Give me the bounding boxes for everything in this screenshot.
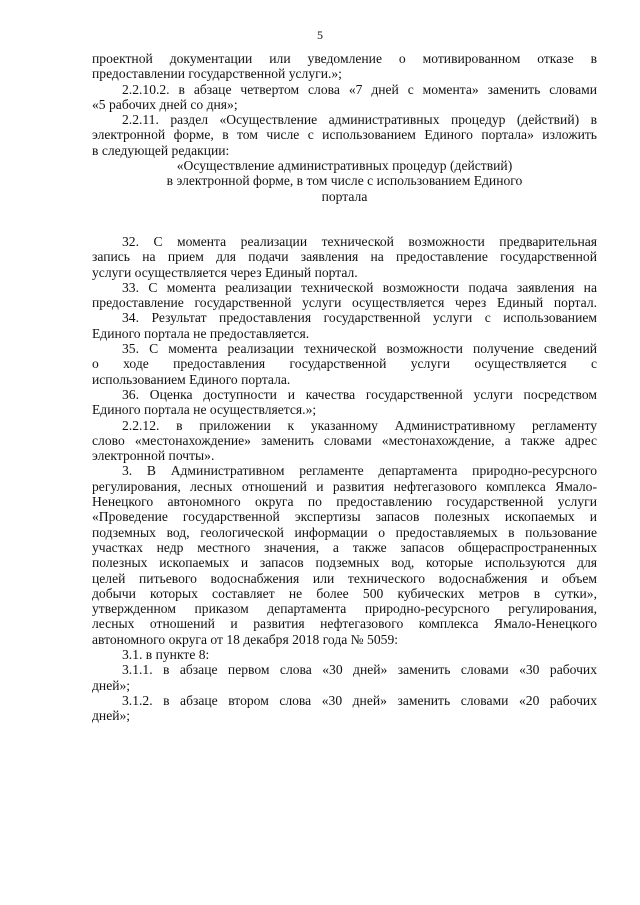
- text-line: 36. Оценка доступности и качества государственной услуги посредством: [122, 386, 597, 402]
- text-line: дней»;: [92, 677, 131, 693]
- text-line: участках недр местного значения, а также запасов общераспространенных: [92, 539, 597, 555]
- text-line: электронной форме, в том числе с использованием Единого портала» изложить: [92, 127, 597, 143]
- text-line: регулирования, лесных отношений и развития нефтегазового комплекса Ямало-: [92, 478, 597, 494]
- text-line: дней»;: [92, 708, 131, 724]
- text-line: лесных отношений и развития нефтегазового комплекса Ямало-Ненецкого: [92, 616, 597, 632]
- text-line: Единого портала не осуществляется.»;: [92, 402, 317, 418]
- text-line: автономного округа от 18 декабря 2018 года № 5059:: [92, 631, 399, 647]
- text-line: 3.1.1. в абзаце первом слова «30 дней» заменить словами «30 рабочих: [122, 662, 597, 678]
- text-line: подземных вод, геологической информации о предоставляемых в пользование: [92, 524, 597, 540]
- text-line: 3.1.2. в абзаце втором слова «30 дней» заменить словами «20 рабочих: [122, 692, 597, 708]
- text-line: Единого портала не предоставляется.: [92, 325, 310, 341]
- text-line: 32. С момента реализации технической возможности предварительная: [122, 233, 597, 249]
- text-line: 33. С момента реализации технической возможности подача заявления на: [122, 279, 597, 295]
- text-line: использованием Единого портала.: [92, 371, 291, 387]
- text-line: целей питьевого водоснабжения или технического водоснабжения и объем: [92, 570, 597, 586]
- text-line: 35. С момента реализации технической возможности получение сведений: [122, 341, 597, 357]
- section-heading-line: «Осуществление административных процедур (действий): [176, 158, 513, 174]
- section-heading-line: портала: [321, 188, 368, 204]
- document-body: [92, 51, 597, 723]
- text-line: Ненецкого автономного округа по предоставлению государственной услуги: [92, 494, 597, 510]
- section-heading-line: в электронной форме, в том числе с использованием Единого: [166, 173, 523, 189]
- text-line: запись на прием для подачи заявления на предоставление государственной: [92, 249, 597, 265]
- text-line: «5 рабочих дней со дня»;: [92, 96, 238, 112]
- text-line: «Проведение государственной экспертизы запасов полезных ископаемых и: [92, 509, 597, 525]
- text-line: добычи которых составляет не более 500 кубических метров в сутки»,: [92, 585, 597, 601]
- page-number: 5: [317, 28, 323, 42]
- text-line: слово «местонахождение» заменить словами «местонахождение, а также адрес: [92, 432, 597, 448]
- text-line: 34. Результат предоставления государственной услуги с использованием: [122, 310, 597, 326]
- text-line: услуги осуществляется через Единый портал.: [92, 264, 358, 280]
- text-line: 2.2.12. в приложении к указанному Административному регламенту: [122, 417, 597, 433]
- text-line: 2.2.11. раздел «Осуществление административных процедур (действий) в: [122, 112, 597, 128]
- text-line: проектной документации или уведомление о мотивированном отказе в: [92, 51, 597, 66]
- text-line: 3.1. в пункте 8:: [122, 646, 210, 662]
- text-line: электронной почты».: [92, 448, 215, 464]
- text-line: полезных ископаемых и запасов подземных вод, которые используются для: [92, 555, 597, 571]
- text-line: предоставлении государственной услуги.»;: [92, 66, 342, 82]
- text-line: о ходе предоставления государственной услуги осуществляется с: [92, 356, 597, 372]
- text-line: предоставление государственной услуги осуществляется через Единый портал.: [92, 295, 597, 311]
- text-line: утвержденном приказом департамента природно-ресурсного регулирования,: [92, 601, 597, 617]
- text-line: 3. В Административном регламенте департамента природно-ресурсного: [122, 463, 597, 479]
- heading-spacer: [92, 204, 597, 234]
- text-line: 2.2.10.2. в абзаце четвертом слова «7 дней с момента» заменить словами: [122, 81, 597, 97]
- text-line: в следующей редакции:: [92, 142, 230, 158]
